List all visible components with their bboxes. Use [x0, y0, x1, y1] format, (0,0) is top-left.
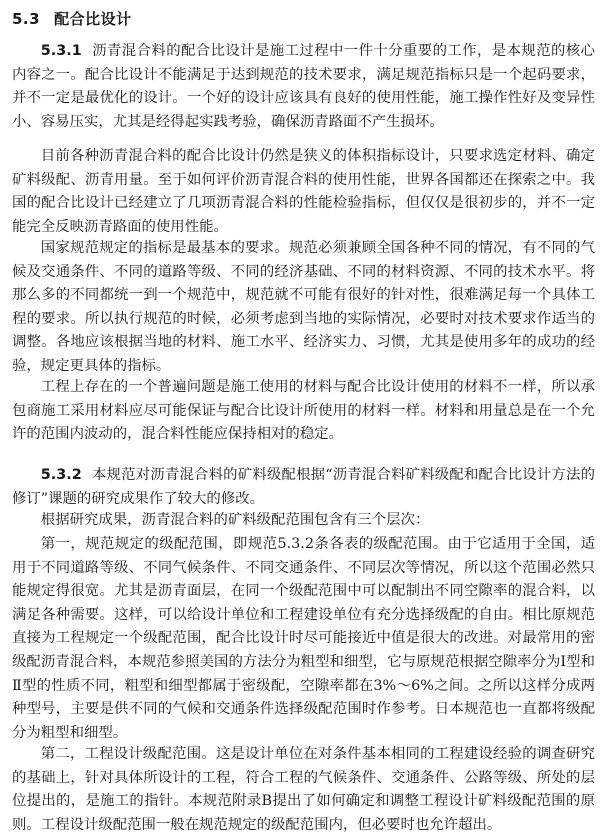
paragraph-text: 沥青混合料的配合比设计是施工过程中一件十分重要的工作，是本规范的核心内容之一。配合比设计不能满足于达到规范的技术要求，满足规范指标只是一个起码要求，并不一定是最优化的设计。一个好的设计应该具有良好的使用性能，施工操作性好及变异性小、容易压实，尤其是经得起实践考验，确保沥青路面不产生损坏。: [12, 43, 595, 130]
paragraph: [12, 509, 595, 533]
clause-number: 5.3.2: [40, 467, 82, 483]
paragraph-5-3-2: [12, 464, 595, 511]
paragraph: [12, 145, 595, 239]
clause-number: 5.3.1: [40, 43, 82, 59]
section-title: 配合比设计: [54, 10, 132, 28]
paragraph-5-3-1: [12, 40, 595, 134]
section-heading: [12, 8, 132, 29]
paragraph-text: 国家规范规定的指标是最基本的要求。规范必须兼顾全国各种不同的情况，有不同的气候及交通条件、不同的道路等级、不同的经济基础、不同的材料资源、不同的技术水平。将那么多的不同都统一到一个规范中，规范就不可能有很好的针对性，很难满足每一个具体工程的要求。所以执行规范的时候，必须考虑到当地的实际情况，必要时对技术要求作适当的调整。各地应该根据当地的材料、施工水平、经济实力、习惯，尤其是使用多年的成功的经验，规定更具体的指标。: [12, 240, 595, 374]
paragraph-text: 目前各种沥青混合料的配合比设计仍然是狭义的体积指标设计，只要求选定材料、确定矿料级配、沥青用量。至于如何评价沥青混合料的使用性能，世界各国都还在探索之中。我国的配合比设计已经建立了几项沥青混合料的性能检验指标，但仅仅是很初步的，并不一定能完全反映沥青路面的使用性能。: [12, 148, 595, 235]
paragraph: [12, 533, 595, 745]
paragraph-text: 工程上存在的一个普遍问题是施工使用的材料与配合比设计使用的材料不一样，所以承包商施工采用材料应尽可能保证与配合比设计所使用的材料一样。材料和用量总是在一个允许的范围内波动的，混合料性能应保持相对的稳定。: [12, 379, 595, 443]
paragraph: [12, 743, 595, 837]
paragraph: [12, 237, 595, 379]
paragraph-text: 本规范对沥青混合料的矿料级配根据“沥青混合料矿料级配和配合比设计方法的修订”课题的研究成果作了较大的修改。: [12, 467, 595, 507]
paragraph-text: 根据研究成果，沥青混合料的矿料级配范围包含有三个层次：: [40, 512, 430, 528]
paragraph: [12, 376, 595, 447]
section-number: 5.3: [12, 10, 41, 28]
paragraph-text: 第二，工程设计级配范围。这是设计单位在对条件基本相同的工程建设经验的调查研究的基础上，针对具体所设计的工程，符合工程的气候条件、交通条件、公路等级、所处的层位提出的，是施工的指针。本规范附录B提出了如何确定和调整工程设计矿料级配范围的原则。工程设计级配范围一般在规范规定的级配范围内，但必要时也允许超出。: [12, 746, 595, 833]
paragraph-text: 第一，规范规定的级配范围，即规范5.3.2条各表的级配范围。由于它适用于全国，适用于不同道路等级、不同气候条件、不同交通条件、不同层次等情况，所以这个范围必然只能规定得很宽。尤其是沥青面层，在同一个级配范围中可以配制出不同空隙率的混合料，以满足各种需要。这样，可以给设计单位和工程建设单位有充分选择级配的自由。相比原规范直接为工程规定一个级配范围，配合比设计时尽可能接近中值是很大的改进。对最常用的密级配沥青混合料，本规范参照美国的方法分为粗型和细型，它与原规范根据空隙率分为Ⅰ型和Ⅱ型的性质不同，粗型和细型都属于密级配，空隙率都在3%～6%之间。之所以这样分成两种型号，主要是供不同的气候和交通条件选择级配范围时作参考。日本规范也一直都将级配分为粗型和细型。: [12, 536, 595, 741]
